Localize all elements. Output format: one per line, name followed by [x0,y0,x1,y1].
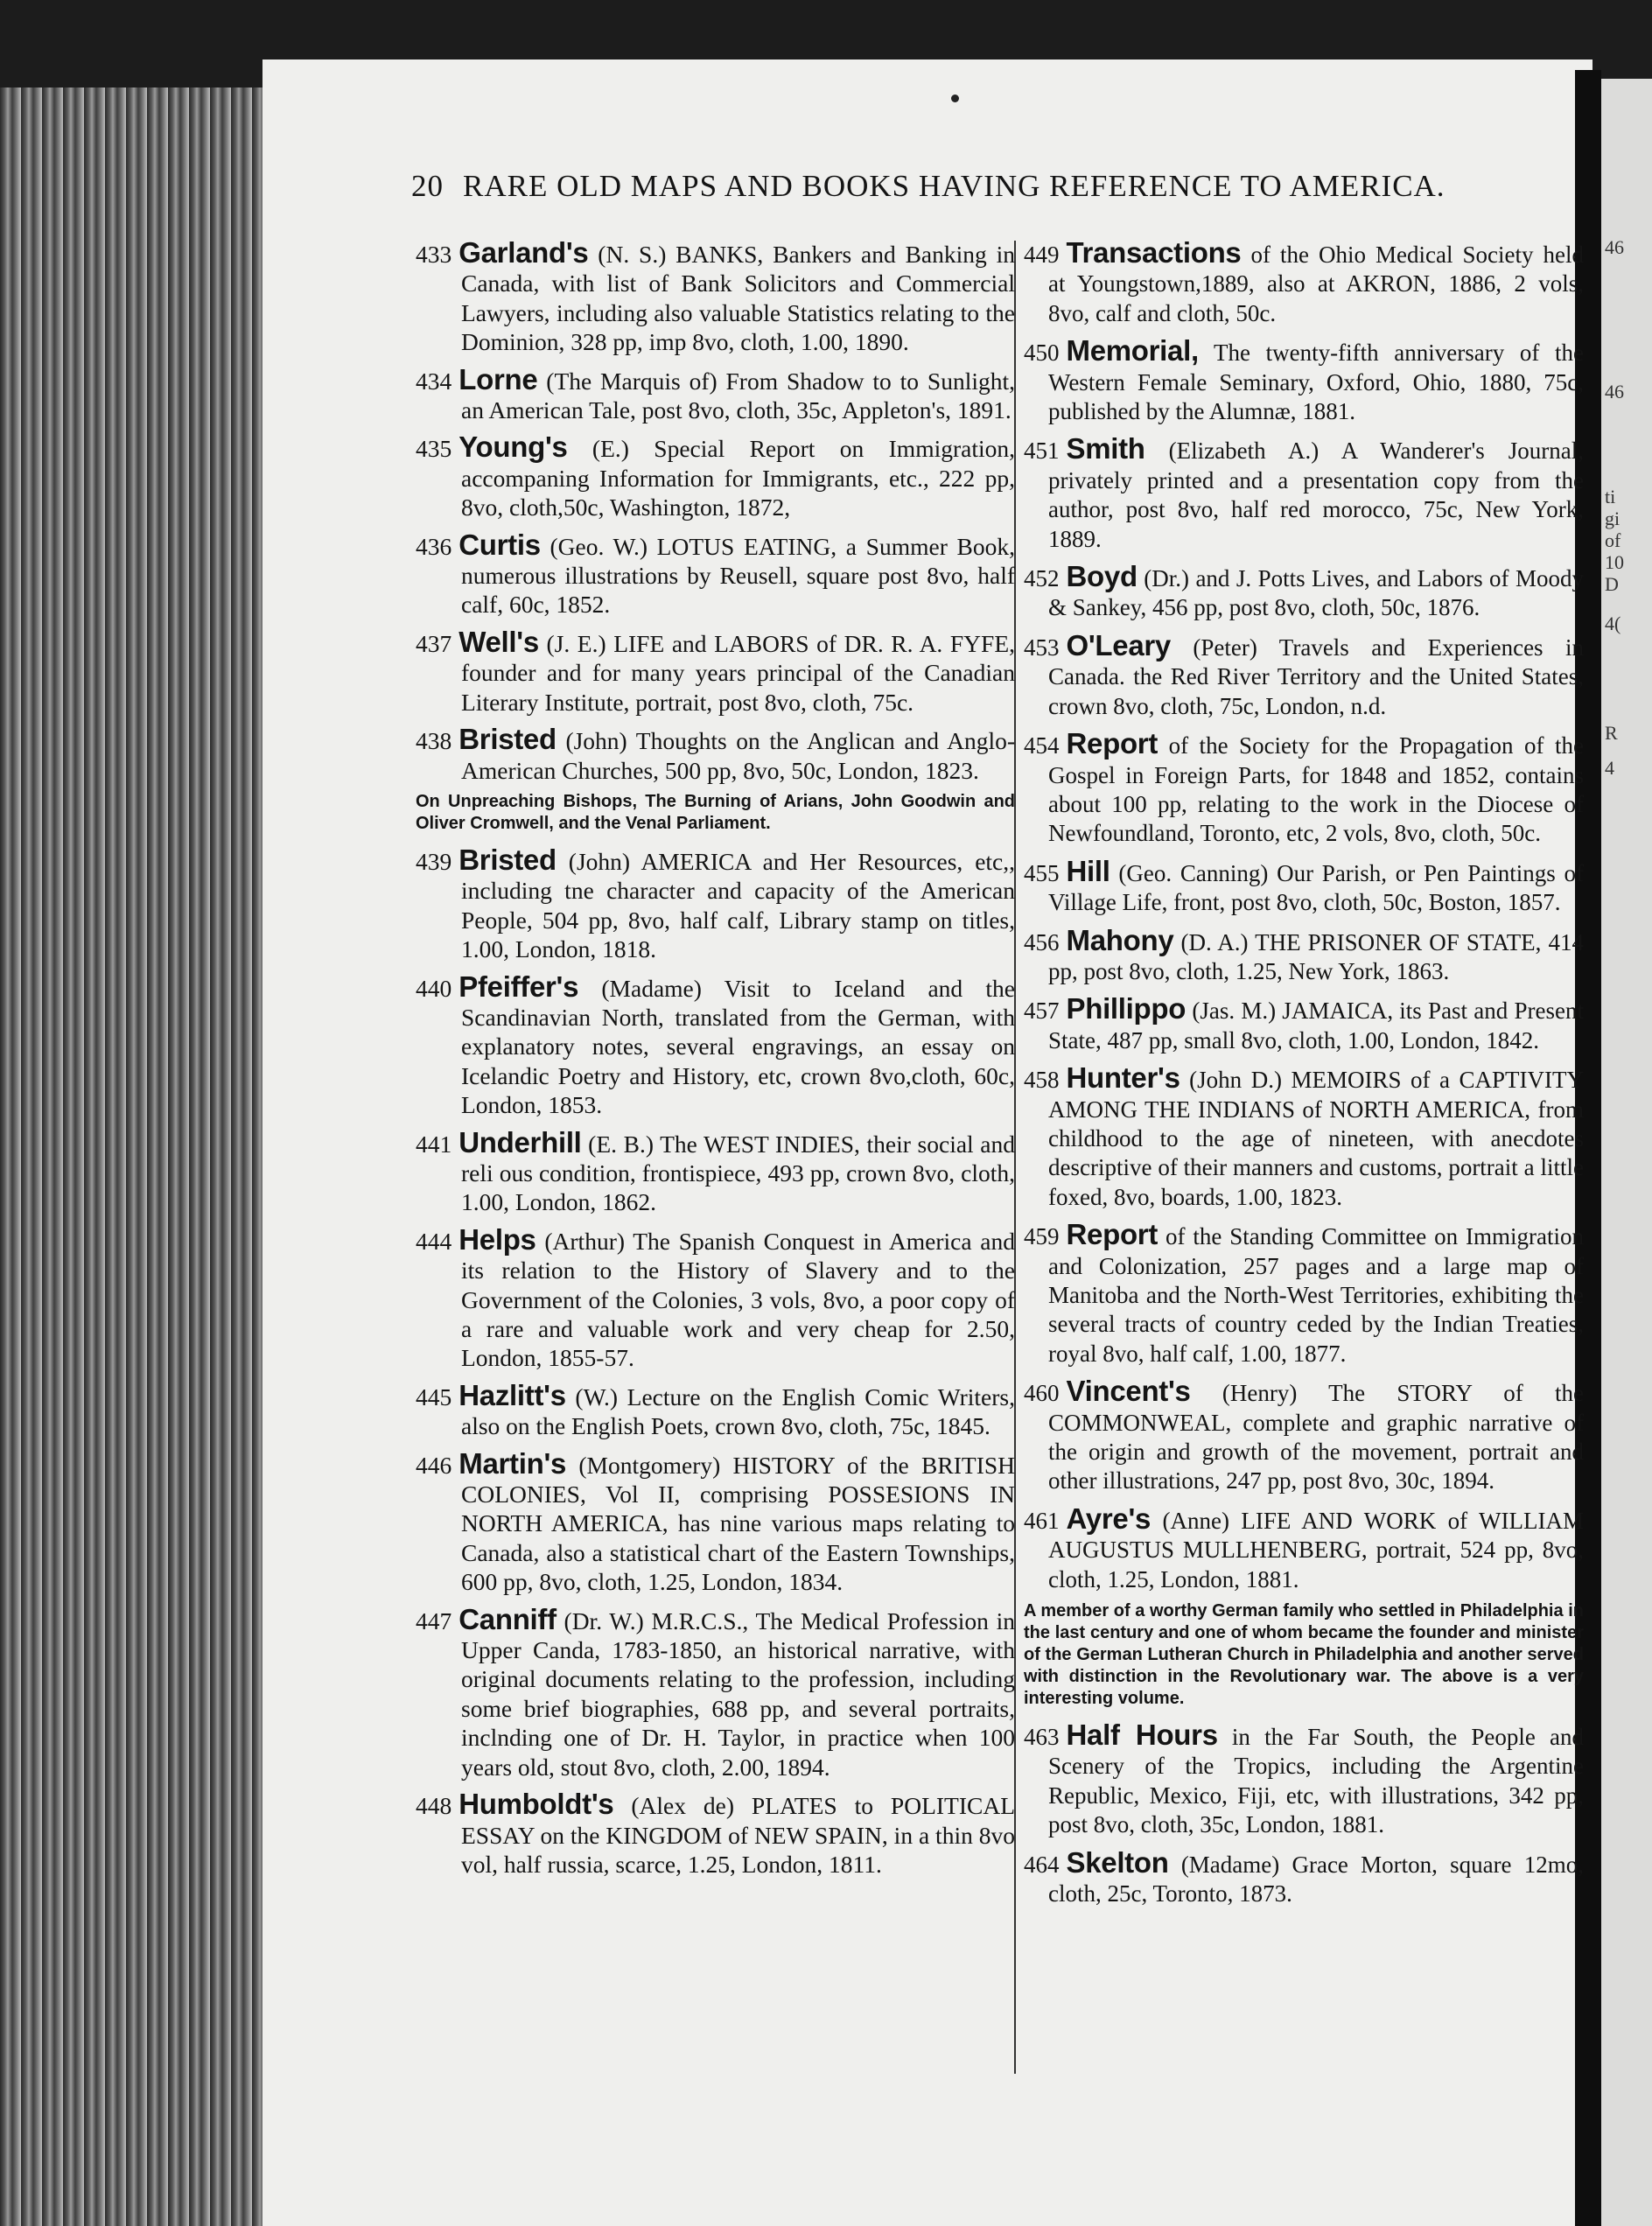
entry-description: (John) Thoughts on the Anglican and Anglo-American Churches, 500 pp, 8vo, 50c, London, 1823. [461,727,1016,784]
left-column [416,238,1015,1886]
entry-number: 448 [416,1792,452,1820]
entry-description: (D. A.) THE PRISONER OF STATE, 414 pp, post 8vo, cloth, 1.25, New York, 1863. [1048,928,1585,984]
entry-author: Pfeiffer's [458,970,579,1003]
entry-author: Half Hours [1066,1718,1218,1752]
entry-description: (N. S.) BANKS, Bankers and Banking in Canada, with list of Bank Solicitors and Commercial Lawyers, including also valuable Statistics relating to the Dominion, 328 pp, imp 8vo, cloth, 1.00, 1890. [461,241,1016,356]
entry-number: 456 [1024,928,1060,956]
entry-author: Well's [458,625,539,658]
entry-note: A member of a worthy German family who settled in Philadelphia in the last century and one of whom became the founder and minister of the German Lutheran Church in Philadelphia and another served with distinction in the Revolutionary war. The above is a very interesting volume. [1024,1601,1584,1709]
catalog-entry [416,724,1015,785]
entry-author: Transactions [1066,236,1242,269]
entry-description: (Dr.) and J. Potts Lives, and Labors of Moody & Sankey, 456 pp, post 8vo, cloth, 50c, 1876. [1048,565,1585,621]
entry-number: 461 [1024,1507,1060,1534]
catalog-entry [416,1378,1016,1441]
entry-description: (Jas. M.) JAMAICA, its Past and Present State, 487 pp, small 8vo, cloth, 1.00, London, 1842. [1048,998,1584,1054]
catalog-entry [1024,1376,1584,1496]
running-header [411,169,1540,204]
entry-description: (Montgomery) HISTORY of the BRITISH COLONIES, Vol II, comprising POSSESIONS IN NORTH AMERICA, has nine various maps relating to Canada, also a statistical chart of the Eastern Townships, 600 pp, 8vo, cloth, 1.25, London, 1834. [461,1451,1016,1596]
catalog-entry [416,1125,1015,1217]
catalog-entry [416,432,1015,522]
neighbor-text-fragment: R [1605,722,1618,744]
entry-description: of the Ohio Medical Society held at Youngstown,1889, also at AKRON, 1886, 2 vols, 8vo, calf and cloth, 50c. [1048,242,1584,326]
entry-description: (Henry) The STORY of the COMMONWEAL, complete and graphic narrative of the origin and growth of the movement, portrait and other illustrations, 247 pp, post 8vo, 30c, 1894. [1048,1380,1585,1494]
entry-description: (Madame) Grace Morton, square 12mo, cloth, 25c, Toronto, 1873. [1048,1851,1585,1908]
entry-author: Report [1066,1218,1158,1251]
catalog-entry [1024,1504,1584,1594]
entry-number: 450 [1024,340,1060,367]
entry-number: 457 [1024,998,1060,1025]
neighbor-text-fragment: 10 [1605,551,1624,573]
catalog-entry [416,1602,1015,1782]
header-title: RARE OLD MAPS AND BOOKS HAVING REFERENCE TO AMERICA. [463,169,1446,203]
neighbor-text-fragment: ti [1605,486,1616,508]
entry-author: Bristed [458,843,556,876]
entry-author: Bristed [458,723,556,756]
neighbor-text-fragment: D [1605,573,1619,595]
entry-description: of the Standing Committee on Immigration and Colonization, 257 pages and a large map of Manitoba and the North-West Territories, exhibiting the several tracts of country ceded by the Indian Treaties, royal 8vo, half calf, 1.00, 1877. [1048,1223,1585,1367]
entry-number: 435 [416,435,452,463]
entry-number: 451 [1024,438,1060,465]
entry-number: 447 [416,1606,452,1634]
entry-number: 444 [416,1227,452,1255]
entry-description: (John) AMERICA and Her Resources, etc,, including tne character and capacity of the American People, 504 pp, 8vo, half calf, Library stamp on titles, 1.00, London, 1818. [461,847,1016,963]
ink-dot [951,94,959,102]
entry-number: 439 [416,847,452,875]
entry-description: (J. E.) LIFE and LABORS of DR. R. A. FYFE, founder and for many years principal of the Canadian Literary Institute, portrait, post 8vo, cloth, 75c. [461,629,1016,716]
entry-description: (E.) Special Report on Immigration, accompaning Information for Immigrants, etc., 222 pp, 8vo, cloth,50c, Washington, 1872, [461,435,1015,522]
entry-number: 459 [1024,1223,1060,1250]
catalog-entry [416,1789,1015,1879]
neighbor-text-fragment: 4( [1605,612,1621,634]
entry-author: Underhill [458,1125,582,1158]
catalog-entry [1024,1845,1585,1909]
neighbor-text-fragment: 4 [1605,757,1614,779]
entry-number: 454 [1024,732,1060,760]
entry-author: Hill [1066,854,1110,887]
catalog-entry [1024,562,1584,623]
entry-author: Hazlitt's [458,1378,566,1411]
entry-description: (John D.) MEMOIRS of a CAPTIVITY AMONG THE INDIANS of NORTH AMERICA, from childhood to the age of nineteen, with anecdotes descriptive of their manners and customs, portrait a little foxed, 8vo, boards, 1.00, 1823. [1048,1067,1584,1210]
entry-author: O'Leary [1066,628,1171,662]
entry-author: Humboldt's [458,1788,614,1821]
catalog-entry [1024,238,1584,328]
entry-number: 449 [1024,242,1060,268]
entry-description: (Alex de) PLATES to POLITICAL ESSAY on the KINGDOM of NEW SPAIN, in a thin 8vo vol, half russia, scarce, 1.25, London, 1811. [461,1792,1015,1878]
catalog-entry [416,1446,1016,1597]
entry-author: Smith [1066,432,1145,466]
catalog-entry [416,627,1015,717]
neighbor-text-fragment: 46 [1605,236,1624,258]
entry-number: 458 [1024,1067,1060,1094]
entry-author: Young's [458,430,568,464]
entry-description: (Geo. W.) LOTUS EATING, a Summer Book, numerous illustrations by Reusell, square post 8vo, half calf, 60c, 1852. [461,532,1016,619]
entry-number: 441 [416,1130,452,1158]
entry-number: 445 [416,1382,452,1410]
entry-number: 436 [416,532,452,560]
neighbor-page-fragment [1601,79,1652,2226]
entry-author: Mahony [1066,923,1174,956]
entry-number: 433 [416,241,452,268]
entry-number: 446 [416,1451,452,1479]
entry-description: (Peter) Travels and Experiences in Canada. the Red River Territory and the United States, crown 8vo, cloth, 75c, London, n.d. [1048,634,1584,719]
entry-number: 434 [416,367,452,395]
neighbor-text-fragment: gi [1605,508,1620,529]
entry-description: (Geo. Canning) Our Parish, or Pen Paintings of Village Life, front, post 8vo, cloth, 50c, Boston, 1857. [1048,859,1585,916]
entry-description: (Arthur) The Spanish Conquest in America and its relation to the History of Slavery and to the Government of the Colonies, 3 vols, 8vo, a poor copy of a rare and valuable work and very cheap for 2.50, London, 1855-57. [461,1227,1015,1372]
entry-author: Report [1066,727,1158,760]
catalog-entry [1024,628,1584,721]
entry-author: Helps [458,1222,536,1256]
entry-author: Curtis [458,528,541,561]
entry-description: (E. B.) The WEST INDIES, their social and reli ous condition, frontispiece, 493 pp, crown 8vo, cloth, 1.00, London, 1862. [461,1130,1015,1216]
catalog-entry [1024,994,1584,1055]
catalog-entry [1024,434,1584,554]
entry-author: Lorne [458,362,538,396]
catalog-entry [1024,1220,1584,1368]
entry-number: 437 [416,629,452,657]
entry-number: 438 [416,727,452,755]
entry-author: Vincent's [1066,1375,1191,1408]
entry-author: Martin's [458,1446,567,1480]
entry-author: Hunter's [1066,1061,1180,1095]
entry-author: Boyd [1066,560,1138,593]
catalog-entry [416,238,1015,357]
catalog-entry [416,530,1015,620]
book-page-edges [0,88,289,2226]
catalog-entry [1024,1720,1584,1840]
entry-author: Phillippo [1066,992,1186,1026]
entry-description: of the Society for the Propagation of the Gospel in Foreign Parts, for 1848 and 1852, contains about 100 pp, relating to the work in the Diocese of Newfoundland, Toronto, etc, 2 vols, 8vo, cloth, 50c. [1048,732,1585,847]
entry-number: 455 [1024,859,1060,886]
page-number: 20 [411,169,444,203]
entry-description: (Elizabeth A.) A Wanderer's Journal, privately printed and a presentation copy from the author, post 8vo, half red morocco, 75c, New York, 1889. [1048,438,1584,552]
entry-author: Skelton [1066,1845,1169,1879]
entry-author: Canniff [458,1602,556,1635]
entry-number: 440 [416,974,452,1002]
entry-number: 460 [1024,1380,1060,1407]
entry-description: The twenty-fifth anniversary of the Western Female Seminary, Oxford, Ohio, 1880, 75c, published by the Alumnæ, 1881. [1048,340,1584,425]
entry-number: 464 [1024,1851,1060,1878]
catalog-entry [416,972,1015,1120]
entry-description: (W.) Lecture on the English Comic Writers, also on the English Poets, crown 8vo, cloth, 75c, 1845. [461,1382,1016,1440]
catalog-entry [1024,854,1585,918]
entry-number: 452 [1024,565,1060,592]
entry-number: 453 [1024,634,1060,661]
entry-number: 463 [1024,1724,1060,1751]
entry-note: On Unpreaching Bishops, The Burning of Arians, John Goodwin and Oliver Cromwell, and the Venal Parliament. [416,791,1015,833]
catalog-entry [1024,1063,1584,1212]
neighbor-text-fragment: 46 [1605,381,1624,402]
catalog-entry [416,362,1015,425]
catalog-entry [1024,923,1585,987]
right-column [1024,238,1584,1917]
entry-author: Memorial, [1066,334,1199,368]
catalog-entry [1024,729,1584,849]
entry-description: (Madame) Visit to Iceland and the Scandinavian North, translated from the German, with explanatory notes, several engravings, an essay on Icelandic Poetry and History, etc, crown 8vo,cloth, 60c, London, 1853. [461,974,1016,1119]
entry-description: (Dr. W.) M.R.C.S., The Medical Profession in Upper Canda, 1783-1850, an historical narrative, with original documents relating to the profession, including some brief biographies, 688 pp, and several portraits, inclnding one of Dr. H. Taylor, in practice when 100 years old, stout 8vo, cloth, 2.00, 1894. [461,1606,1015,1781]
entry-description: in the Far South, the People and Scenery of the Tropics, including the Argentine Republic, Mexico, Fiji, etc, with illustrations, 342 pp, post 8vo, cloth, 35c, London, 1881. [1048,1724,1585,1838]
entry-description: (Anne) LIFE AND WORK of WILLIAM AUGUSTUS MULLHENBERG, portrait, 524 pp, 8vo, cloth, 1.25, London, 1881. [1048,1507,1584,1592]
neighbor-text-fragment: of [1605,529,1621,551]
entry-description: (The Marquis of) From Shadow to to Sunlight, an American Tale, post 8vo, cloth, 35c, Appleton's, 1891. [461,367,1015,424]
catalog-entry [1024,336,1584,426]
entry-author: Ayre's [1066,1502,1152,1535]
catalog-entry [416,845,1015,964]
entry-author: Garland's [458,236,589,269]
catalog-entry [416,1222,1015,1373]
